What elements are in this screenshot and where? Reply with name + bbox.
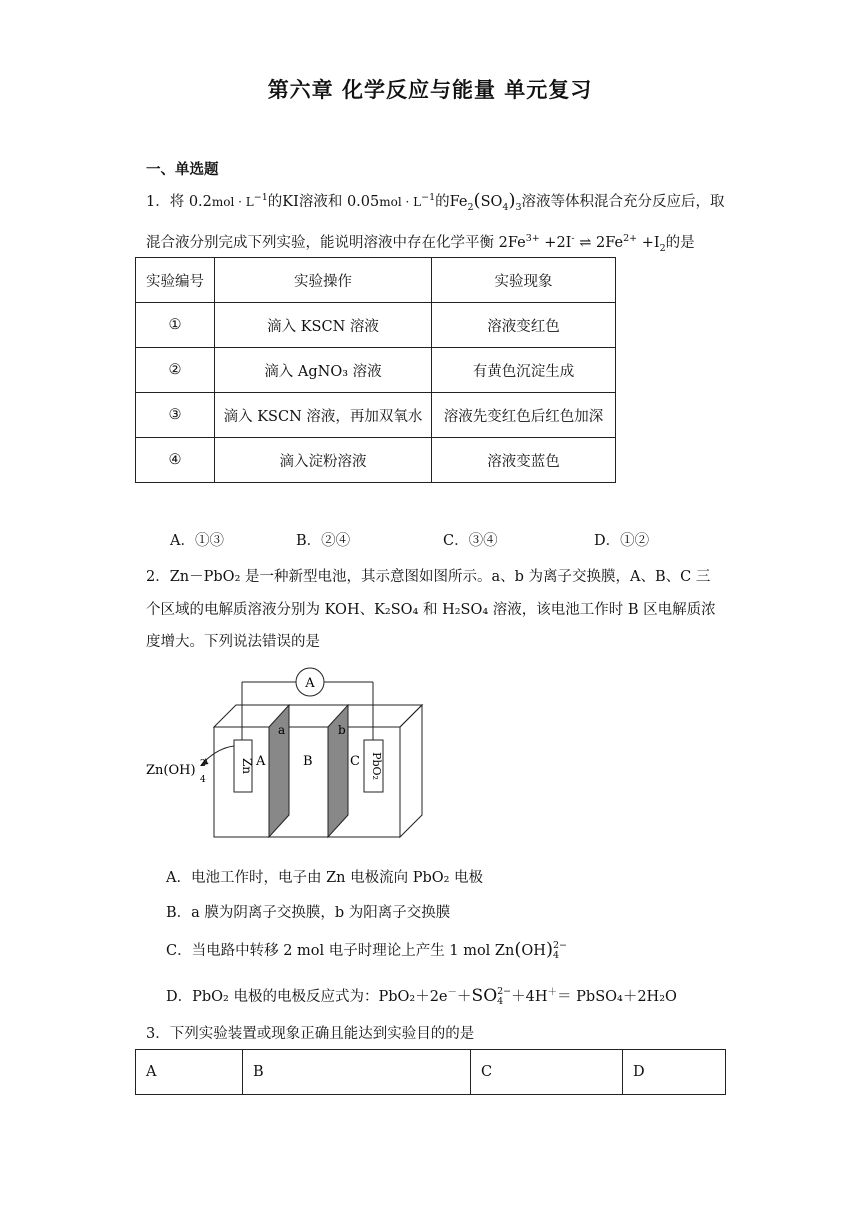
table-cell: ① [136,303,215,348]
table-header-row [136,1050,726,1095]
table-header: 实验编号 [136,258,215,303]
q2-option-a: A．电池工作时，电子由 Zn 电极流向 PbO₂ 电极 [166,870,484,886]
region-b-label: B [303,754,313,769]
q2-option-d: D．PbO₂ 电极的电极反应式为：PbO₂＋2e－＋SO 2− 4 ＋4H＋＝ PbSO₄＋2H₂O [166,985,677,1007]
q1-option-a: A．①③ [170,533,224,549]
table-header-row [136,258,616,303]
table-row [136,393,616,438]
q2-option-c: C．当电路中转移 2 mol 电子时理论上产生 1 mol Zn(OH) 2− 4 [166,939,567,961]
q1-option-d: D．①② [594,533,650,549]
q3-table [135,1049,726,1095]
region-a-label: A [256,754,266,769]
q1-line1: 1．将 $0.2mol \cdot L^{-1}$的KI溶液和 $0.05mol \cdot L^{-1}$的$Fe_2(SO_4)_3$溶液等体积混合充分反应后，取 [146,190,725,213]
table-header: B [243,1050,471,1095]
q1-option-c: C．③④ [443,533,498,549]
tank-top [214,705,422,727]
table-cell: 滴入 KSCN 溶液 [215,303,432,348]
table-header: D [623,1050,726,1095]
battery-diagram [140,662,440,842]
membrane-b-label: b [338,723,346,737]
q2-line3: 度增大。下列说法错误的是 [146,634,320,650]
region-c-label: C [350,754,360,769]
section-heading: 一、单选题 [146,161,219,178]
table-cell: ② [136,348,215,393]
zn-label: Zn [240,757,254,775]
product-label: Zn(OH) [146,763,196,778]
page-title: 第六章 化学反应与能量 单元复习 [267,77,593,102]
table-cell: 滴入 AgNO₃ 溶液 [215,348,432,393]
table-header: A [136,1050,243,1095]
table-header: 实验操作 [215,258,432,303]
table-cell: 溶液先变红色后红色加深 [432,393,616,438]
q3-line1: 3．下列实验装置或现象正确且能达到实验目的的是 [146,1026,475,1042]
table-cell: 溶液变红色 [432,303,616,348]
q2-line1: 2．Zn－PbO₂ 是一种新型电池，其示意图如图所示。a、b 为离子交换膜，A、B、C 三 [146,569,711,585]
table-header: C [471,1050,623,1095]
table-row [136,303,616,348]
table-cell: 滴入 KSCN 溶液，再加双氧水 [215,393,432,438]
table-cell: ③ [136,393,215,438]
ammeter-label: A [305,676,315,691]
table-row [136,438,616,483]
product-sub: 4 [200,775,206,785]
product-sup: 2- [200,759,209,769]
table-header: 实验现象 [432,258,616,303]
q2-line2: 个区域的电解质溶液分别为 KOH、K₂SO₄ 和 H₂SO₄ 溶液，该电池工作时 B 区电解质浓 [146,602,716,618]
tank-side [400,705,422,837]
q2-option-b: B．a 膜为阴离子交换膜，b 为阳离子交换膜 [166,905,451,921]
table-cell: 溶液变蓝色 [432,438,616,483]
table-cell: 有黄色沉淀生成 [432,348,616,393]
table-cell: ④ [136,438,215,483]
q1-line2: 混合液分别完成下列实验，能说明溶液中存在化学平衡 $2Fe^{3+} +2I^-$ ⇌ $2Fe^{2+} +I_2$的是 [146,233,695,254]
q1-table [135,257,616,483]
q1-option-b: B．②④ [296,533,351,549]
pbo2-label: PbO₂ [370,752,383,780]
table-cell: 滴入淀粉溶液 [215,438,432,483]
table-row [136,348,616,393]
membrane-a-label: a [278,723,286,737]
